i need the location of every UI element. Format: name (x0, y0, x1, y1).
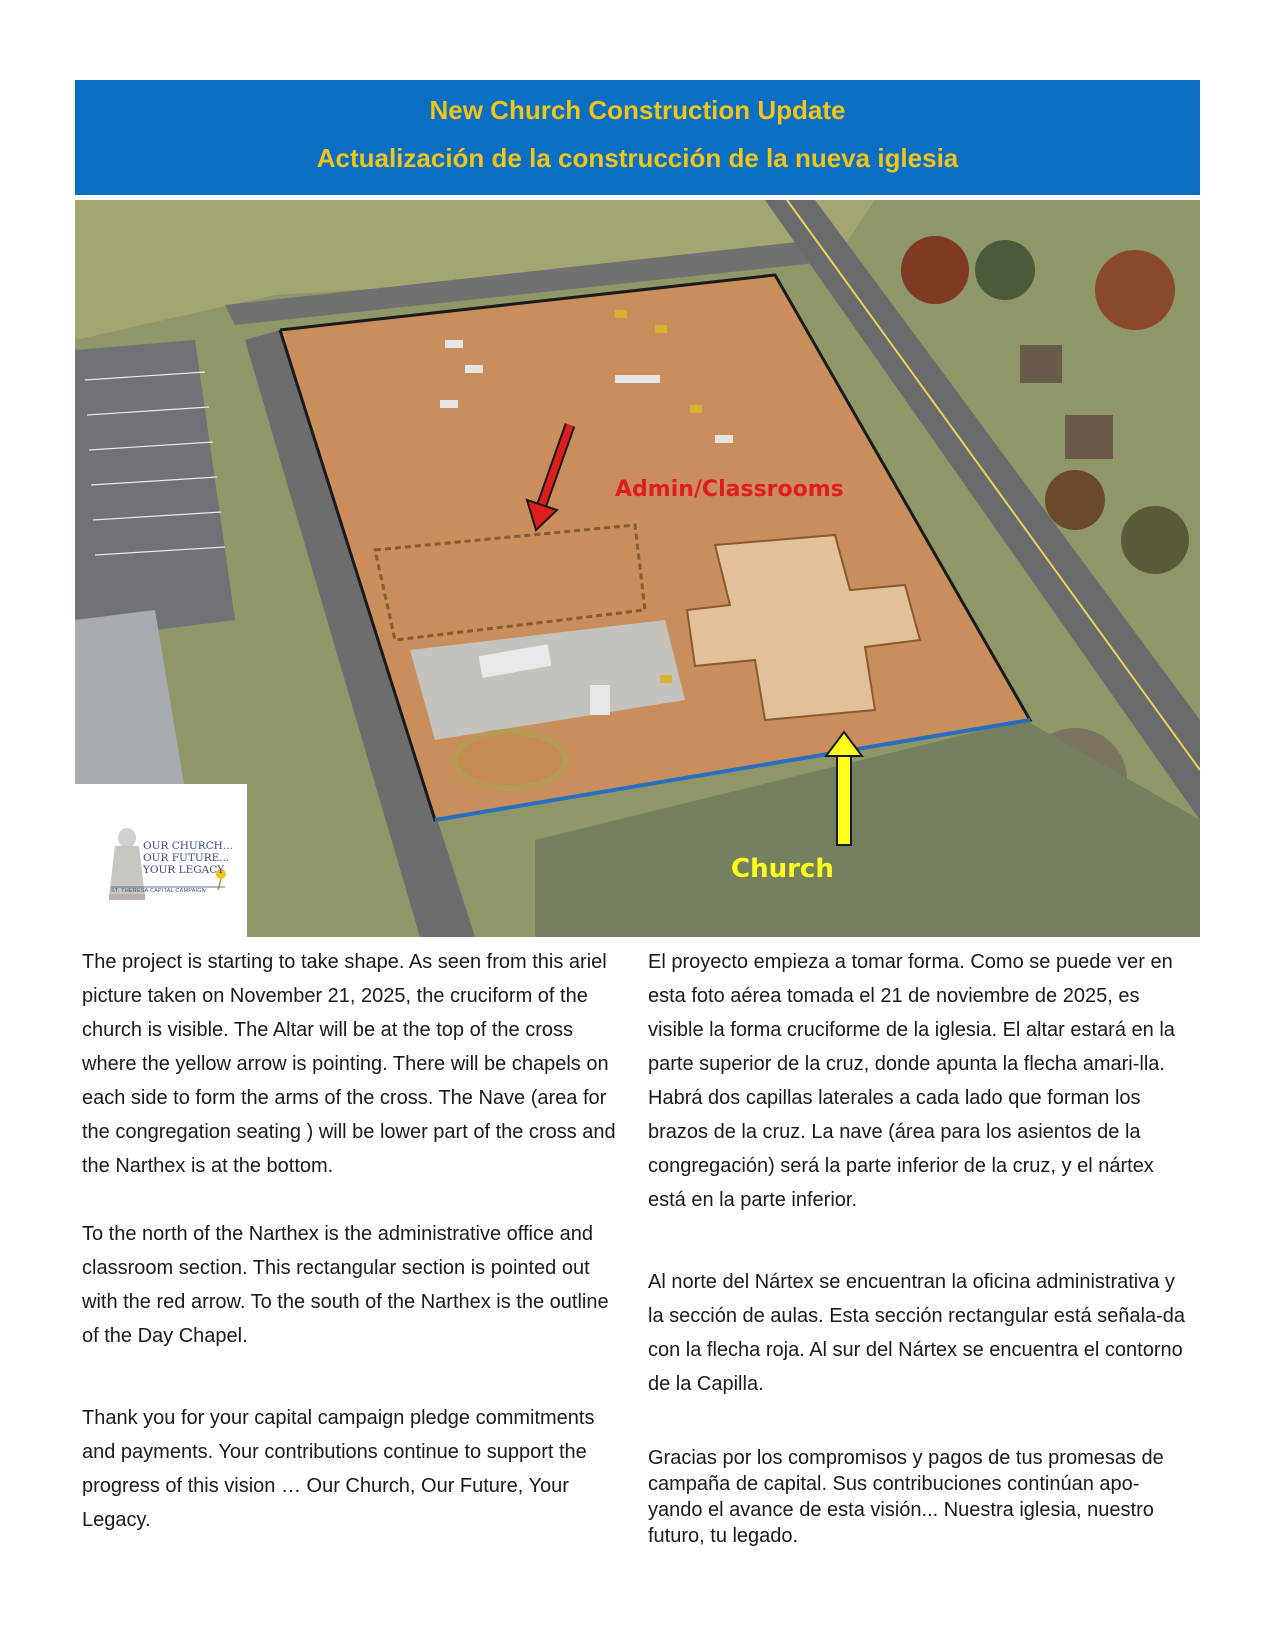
title-english: New Church Construction Update (429, 95, 846, 125)
spanish-paragraph-3: Gracias por los compromisos y pagos de tus promesas de campaña de capital. Sus contribuciones continúan apo-yando el avance de esta visión... Nuestra iglesia, nuestro futuro, tu legado. (648, 1447, 1164, 1547)
church-label: Church (731, 854, 834, 884)
title-spanish: Actualización de la construcción de la nueva iglesia (316, 143, 959, 173)
english-paragraph-1: The project is starting to take shape. As seen from this ariel picture taken on November 21, 2025, the cruciform of the church is visible. The Altar will be at the top of the cross where the yellow arrow is pointing. There will be chapels on each side to form the arms of the cross. The Nave (area for the congregation seating ) will be lower part of the cross and the Narthex is at the bottom. (82, 951, 616, 1177)
english-paragraph-2: To the north of the Narthex is the administrative office and classroom section. This rectangular section is pointed out with the red arrow. To the south of the Narthex is the outline of the Day Chapel. (82, 1223, 609, 1347)
spanish-paragraph-2: Al norte del Nártex se encuentran la oficina administrativa y la sección de aulas. Esta sección rectangular está señala-da con la flecha roja. Al sur del Nártex se encuentra el contorno de la Capilla. (648, 1271, 1185, 1395)
spanish-column (648, 945, 1193, 1549)
admin-classrooms-label: Admin/Classrooms (615, 477, 844, 502)
aerial-photo (75, 200, 1200, 937)
logo-text: OUR CHURCH... OUR FUTURE... YOUR LEGACY (143, 840, 233, 876)
english-column (82, 945, 622, 1537)
logo-subtext: ST. THERESA CAPITAL CAMPAIGN (111, 888, 206, 894)
spanish-paragraph-1: El proyecto empieza a tomar forma. Como se puede ver en esta foto aérea tomada el 21 de noviembre de 2025, es visible la forma cruciforme de la iglesia. El altar estará en la parte superior de la cruz, donde apunta la flecha amari-lla. Habrá dos capillas laterales a cada lado que forman los brazos de la cruz. La nave (área para los asientos de la congregación) será la parte inferior de la cruz, y el nártex está en la parte inferior. (648, 951, 1175, 1211)
campaign-logo (75, 784, 247, 937)
header-banner (75, 80, 1200, 195)
english-paragraph-3: Thank you for your capital campaign pledge commitments and payments. Your contributions continue to support the progress of this vision … Our Church, Our Future, Your Legacy. (82, 1407, 595, 1531)
